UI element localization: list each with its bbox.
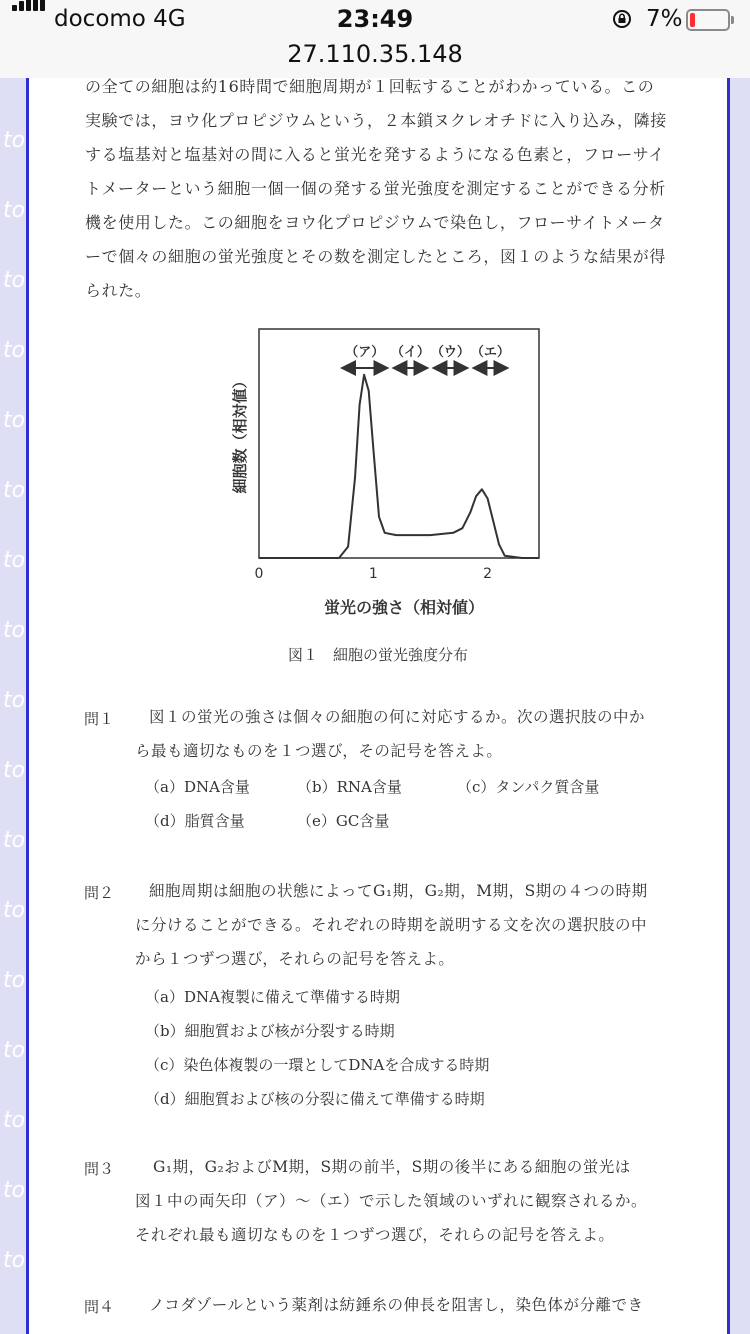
- annotation-label: （ア）: [345, 345, 385, 360]
- question-4-number: 問４: [84, 1298, 115, 1316]
- annotation-label: （イ）: [390, 345, 430, 360]
- question-line: 図１中の両矢印（ア）～（エ）で示した領域のいずれに観察されるか。: [135, 1192, 648, 1210]
- x-tick-label: 0: [254, 566, 264, 582]
- fluorescence-chart: [189, 316, 589, 616]
- q2-option-d[interactable]: （d）細胞質および核の分裂に備えて準備する時期: [145, 1090, 485, 1108]
- series-line-0: [259, 375, 539, 558]
- question-1-text-cont: [135, 734, 502, 768]
- question-4-text: [149, 1288, 643, 1322]
- annotation-label: （エ）: [470, 345, 510, 360]
- carrier-label: docomo 4G: [54, 6, 186, 32]
- question-line: ノコダゾールという薬剤は紡錘糸の伸長を阻害し，染色体が分離でき: [149, 1296, 644, 1314]
- question-line: 細胞周期は細胞の状態によってG₁期，G₂期，M期，S期の４つの時期: [149, 882, 648, 900]
- intro-paragraph: [85, 78, 667, 308]
- x-axis-label: 蛍光の強さ（相対値）: [323, 598, 485, 616]
- intro-line: ーで個々の細胞の蛍光強度とその数を測定したところ，図１のような結果が得: [85, 247, 667, 266]
- battery-percent: 7%: [646, 6, 683, 32]
- document-page: [29, 78, 727, 1334]
- question-line: 図１の蛍光の強さは個々の細胞の何に対応するか。次の選択肢の中か: [149, 708, 646, 726]
- question-3-text-cont: [135, 1184, 647, 1252]
- question-line: に分けることができる。それぞれの時期を説明する文を次の選択肢の中: [135, 916, 648, 934]
- question-1-number: 問１: [84, 710, 115, 728]
- rotation-lock-icon: [612, 9, 632, 29]
- q2-option-c[interactable]: （c）染色体複製の一環としてDNAを合成する時期: [145, 1056, 490, 1074]
- q1-option-e[interactable]: （e）GC含量: [297, 812, 390, 830]
- intro-line: 機を使用した。この細胞をヨウ化プロピジウムで染色し，フローサイトメータ: [85, 213, 665, 232]
- question-1-text: [149, 700, 645, 734]
- q1-option-c[interactable]: （c）タンパク質含量: [457, 778, 600, 796]
- q1-option-a[interactable]: （a）DNA含量: [145, 778, 250, 796]
- q2-option-a[interactable]: （a）DNA複製に備えて準備する時期: [145, 988, 400, 1006]
- intro-line: する塩基対と塩基対の間に入ると蛍光を発するようになる色素と，フローサイ: [85, 145, 665, 164]
- status-time: 23:49: [336, 5, 414, 33]
- right-margin: [730, 78, 750, 1334]
- question-line: G₁期，G₂およびM期，S期の前半，S期の後半にある細胞の蛍光は: [153, 1158, 631, 1176]
- intro-line: の全ての細胞は約16時間で細胞周期が１回転することがわかっている。この: [85, 78, 655, 96]
- intro-line: られた。: [85, 281, 152, 300]
- question-line: ら最も適切なものを１つ選び，その記号を答えよ。: [135, 742, 503, 760]
- intro-line: トメーターという細胞一個一個の発する蛍光強度を測定することができる分析: [85, 179, 666, 198]
- figure-caption: 図１ 細胞の蛍光強度分布: [287, 646, 468, 664]
- question-line: から１つずつ選び，それらの記号を答えよ。: [135, 950, 455, 968]
- x-tick-label: 2: [483, 566, 493, 582]
- question-3-text: [153, 1150, 631, 1184]
- x-tick-label: 1: [368, 566, 378, 582]
- left-margin-watermark: to to to to to to to to to to to to to to to to to: [0, 78, 26, 1334]
- status-bar: [0, 0, 750, 40]
- q2-option-b[interactable]: （b）細胞質および核が分裂する時期: [145, 1022, 395, 1040]
- annotation-label: （ウ）: [430, 345, 470, 360]
- q1-option-b[interactable]: （b）RNA含量: [297, 778, 402, 796]
- intro-line: 実験では，ヨウ化プロピジウムという，２本鎖ヌクレオチドに入り込み，隣接: [85, 111, 667, 130]
- question-line: それぞれ最も適切なものを１つずつ選び，それらの記号を答えよ。: [135, 1226, 615, 1244]
- question-3-number: 問３: [84, 1160, 115, 1178]
- question-2-text: [149, 874, 648, 908]
- chart-frame: [259, 329, 539, 558]
- battery-icon: [686, 9, 730, 31]
- address-bar[interactable]: [0, 40, 750, 78]
- y-axis-label: 細胞数（相対値）: [231, 373, 249, 494]
- question-2-number: 問２: [84, 884, 115, 902]
- url-text[interactable]: 27.110.35.148: [287, 40, 463, 68]
- q1-option-d[interactable]: （d）脂質含量: [145, 812, 245, 830]
- question-2-text-cont: [135, 908, 647, 976]
